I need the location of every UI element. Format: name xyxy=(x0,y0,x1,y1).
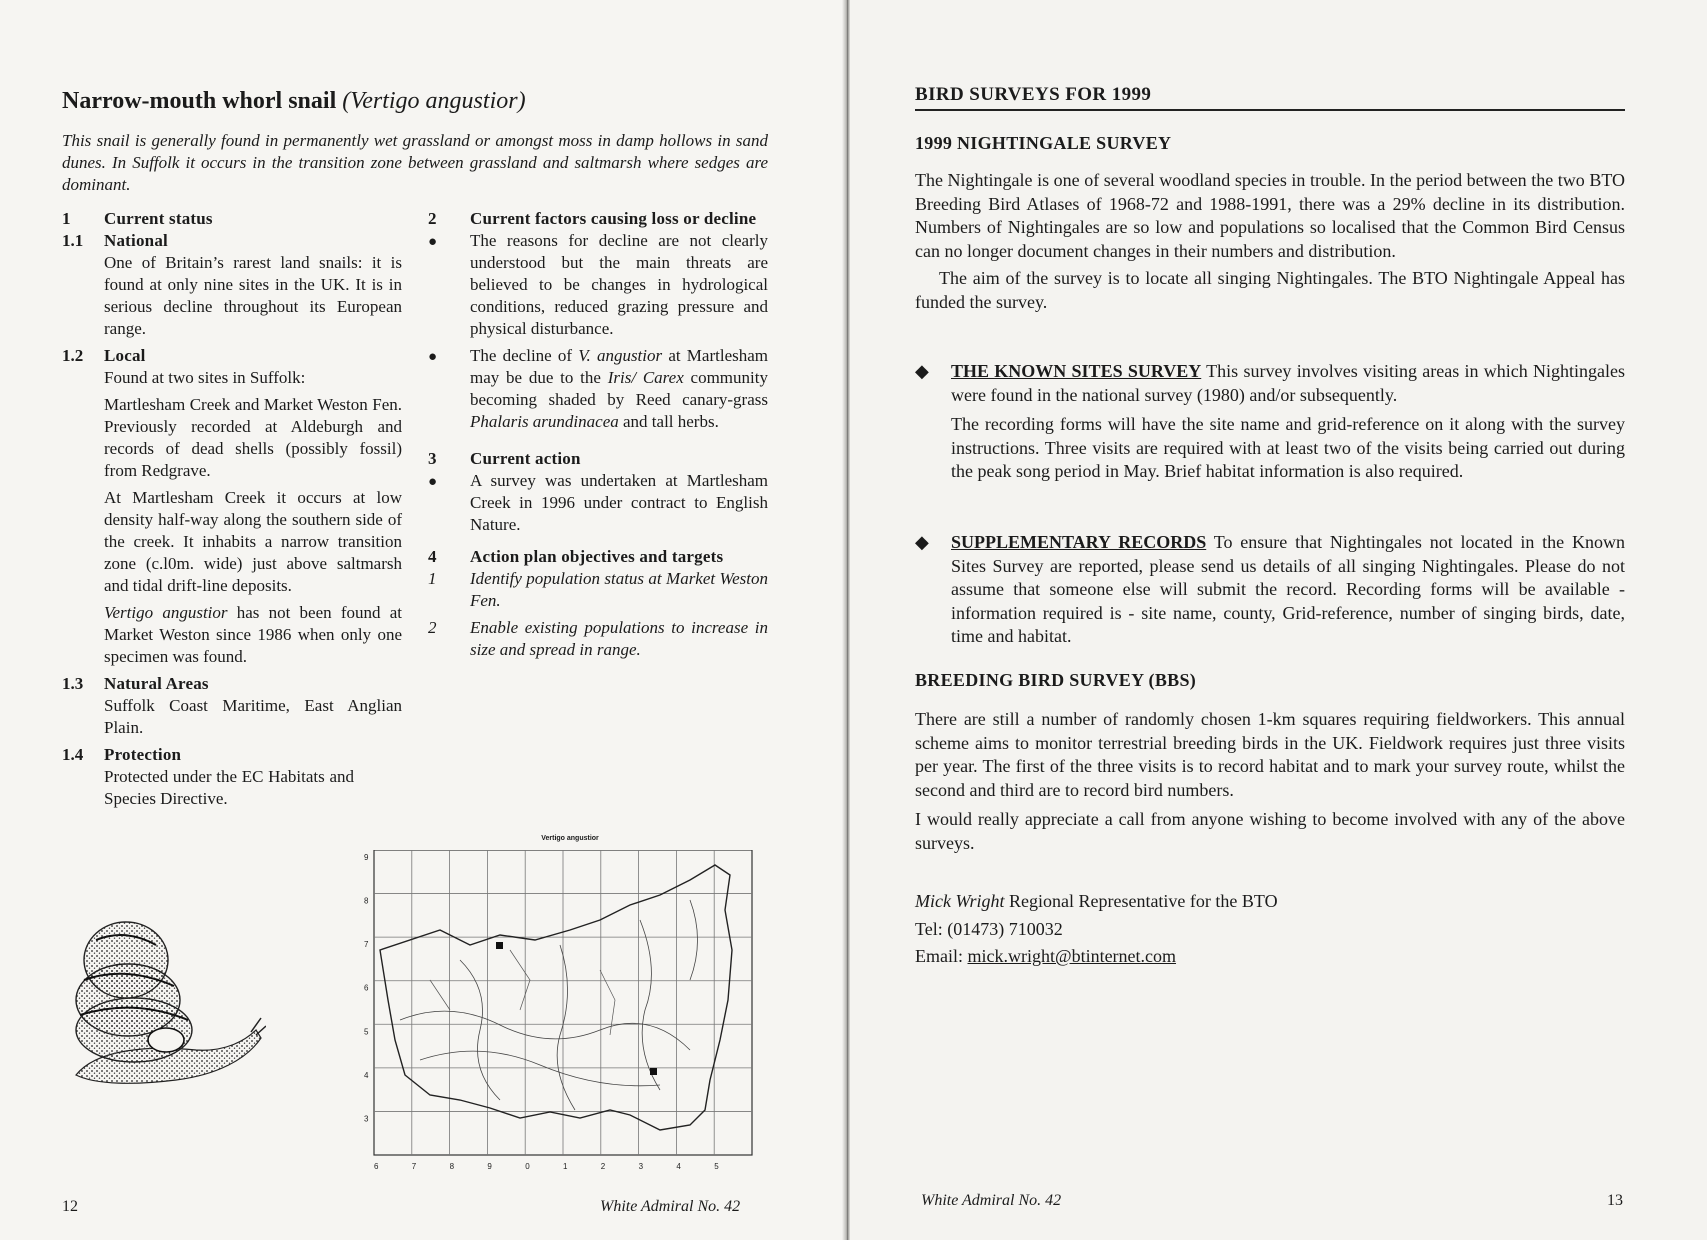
section-4-heading: 4 Action plan objectives and targets xyxy=(428,547,724,566)
map-caption: Vertigo angustior xyxy=(541,835,599,842)
bbs-heading: BREEDING BIRD SURVEY (BBS) xyxy=(915,670,1197,690)
objective-1: 1 Identify population status at Market Weston Fen. xyxy=(428,569,768,610)
map-y-tick-label: 8 xyxy=(364,896,369,906)
known-sites-paragraph-2: The recording forms will have the site name and grid-reference on it along with the survey instructions. Three visits are required with at least two of the visits being carried out during the peak song period in May. Brief habitat information is also required. xyxy=(951,414,1625,481)
bullet-icon: ● xyxy=(428,349,438,365)
species-common-name: Narrow-mouth whorl snail xyxy=(62,88,337,114)
section-1-4-text: Protected under the EC Habitats and Species Directive. xyxy=(104,767,354,808)
signature-block xyxy=(915,890,1625,973)
section-1-2-text-3: At Martlesham Creek it occurs at low density half-way along the southern side of the creek. It inhabits a narrow transition zone (c.l0m. wide) just above saltmarsh and tidal drift-line deposits. xyxy=(104,488,402,595)
species-scientific-name: (Vertigo angustior) xyxy=(342,88,526,114)
left-column xyxy=(62,208,402,810)
section-1-heading: 1 Current status xyxy=(62,209,213,228)
species-intro: This snail is generally found in permanently wet grassland or amongst moss in damp hollows in sand dunes. In Suffolk it occurs in the transition zone between grassland and saltmarsh where sedges are dominant. xyxy=(62,131,768,194)
map-x-tick-label: 4 xyxy=(676,1162,681,1171)
map-y-tick-label: 6 xyxy=(364,983,369,993)
bbs-paragraph-1: There are still a number of randomly chosen 1-km squares requiring fieldworkers. This annual scheme aims to monitor terrestrial breeding birds in the UK. Fieldwork requires just three visits per year. The first of the three visits is to record habitat and to mark your survey route, whilst the second and third are to record bird numbers. xyxy=(915,709,1625,800)
nightingale-section xyxy=(915,169,1625,318)
map-y-tick-label: 4 xyxy=(364,1070,369,1080)
section-2-heading: 2 Current factors causing loss or decline xyxy=(428,209,757,228)
signature-email-label: Email: xyxy=(915,946,968,966)
signature-name: Mick Wright xyxy=(915,891,1005,911)
nightingale-paragraph-1: The Nightingale is one of several woodland species in trouble. In the period between the two BTO Breeding Bird Atlases of 1968-72 and 1988-1991, there was a 29% decline in its distribution. Numbers of Nightingales are so low and populations so localised that the Common Bird Census can no longer document changes in their numbers and distribution. xyxy=(915,170,1625,261)
objective-2: 2 Enable existing populations to increase in size and spread in range. xyxy=(428,618,768,659)
known-sites-label: THE KNOWN SITES SURVEY xyxy=(951,361,1202,381)
distribution-map xyxy=(360,850,770,1175)
section-1-3-text: Suffolk Coast Maritime, East Anglian Plain. xyxy=(104,696,402,737)
signature-role: Regional Representative for the BTO xyxy=(1004,891,1278,911)
map-x-tick-label: 6 xyxy=(374,1162,379,1171)
map-x-tick-label: 9 xyxy=(487,1162,492,1171)
section-2-bullet-2: ● The decline of V. angustior at Martlesham may be due to the Iris/ Carex community becoming shaded by Reed canary-grass Phalaris arundinacea and tall herbs. xyxy=(428,346,768,431)
map-y-tick-label: 3 xyxy=(364,1114,369,1124)
map-x-tick-label: 1 xyxy=(563,1162,568,1171)
section-1-1-text: One of Britain’s rarest land snails: it is found at only nine sites in the UK. It is in serious decline throughout its European range. xyxy=(104,253,402,338)
supplementary-item xyxy=(915,531,1625,655)
map-x-tick-label: 2 xyxy=(600,1162,606,1171)
bbs-paragraph-2: I would really appreciate a call from anyone wishing to become involved with any of the above surveys. xyxy=(915,809,1625,853)
map-x-tick-label: 5 xyxy=(714,1162,719,1171)
page-number-right: 13 xyxy=(1607,1192,1623,1209)
snail-illustration xyxy=(56,900,266,1100)
page-number-left: 12 xyxy=(62,1198,78,1215)
supplementary-label: SUPPLEMENTARY RECORDS xyxy=(951,532,1207,552)
map-record-market-weston xyxy=(496,942,503,949)
section-2-bullet-1: ● The reasons for decline are not clearly understood but the main threats are believed to be changes in hydrological conditions, reduced grazing pressure and physical disturbance. xyxy=(428,231,768,338)
section-1-4-heading: 1.4 Protection xyxy=(62,745,182,764)
section-1-2-heading: 1.2 Local xyxy=(62,346,146,365)
nightingale-paragraph-2: The aim of the survey is to locate all singing Nightingales. The BTO Nightingale Appeal has funded the survey. xyxy=(915,268,1625,312)
supplementary-text: To ensure that Nightingales not located in the Known Sites Survey are reported, please send us details of all singing Nightingales. Please do not assume that someone else will submit the record. Recording forms will be available - information required is - site name, county, Grid-reference, number of singing birds, date, time and habitat. xyxy=(951,532,1625,646)
footer-right: White Admiral No. 42 xyxy=(921,1192,1062,1209)
section-1-1-heading: 1.1 National xyxy=(62,231,168,250)
map-record-martlesham xyxy=(650,1068,657,1075)
bullet-icon: ● xyxy=(428,474,438,490)
map-y-tick-label: 7 xyxy=(364,940,369,950)
map-x-tick-label: 0 xyxy=(525,1162,530,1171)
signature-email-link[interactable]: mick.wright@btinternet.com xyxy=(967,946,1177,966)
section-1-2-text-4: Vertigo angustior has not been found at Market Weston since 1986 when only one specimen was found. xyxy=(104,603,403,666)
footer-left: White Admiral No. 42 xyxy=(600,1198,741,1215)
diamond-bullet-icon: ◆ xyxy=(915,361,929,381)
map-y-tick-label: 5 xyxy=(364,1027,369,1037)
signature-telephone: Tel: (01473) 710032 xyxy=(915,918,1063,939)
species-title xyxy=(62,88,526,115)
map-x-tick-label: 8 xyxy=(449,1162,455,1171)
section-3-bullet-1: ● A survey was undertaken at Martlesham Creek in 1996 under contract to English Nature. xyxy=(428,471,768,534)
map-x-tick-label: 3 xyxy=(638,1162,644,1171)
bullet-icon: ● xyxy=(428,234,438,250)
nightingale-heading: 1999 NIGHTINGALE SURVEY xyxy=(915,133,1172,153)
left-page xyxy=(0,0,846,1240)
section-1-2-text-1: Found at two sites in Suffolk: xyxy=(104,368,306,387)
bbs-section xyxy=(915,708,1625,859)
page-heading: BIRD SURVEYS FOR 1999 xyxy=(915,84,1625,111)
known-sites-item xyxy=(915,360,1625,490)
map-y-tick-label: 9 xyxy=(364,853,369,862)
section-1-2-text-2: Martlesham Creek and Market Weston Fen. Previously recorded at Aldeburgh and records of dead shells (possibly fossil) from Redgrave. xyxy=(104,395,402,480)
known-sites-text: This survey involves visiting areas in which Nightingales were found in the national survey (1980) and/or subsequently. xyxy=(951,361,1625,405)
section-1-3-heading: 1.3 Natural Areas xyxy=(62,674,209,693)
section-3-heading: 3 Current action xyxy=(428,449,581,468)
right-column xyxy=(428,208,768,661)
map-x-tick-label: 7 xyxy=(411,1162,417,1171)
diamond-bullet-icon: ◆ xyxy=(915,532,929,552)
